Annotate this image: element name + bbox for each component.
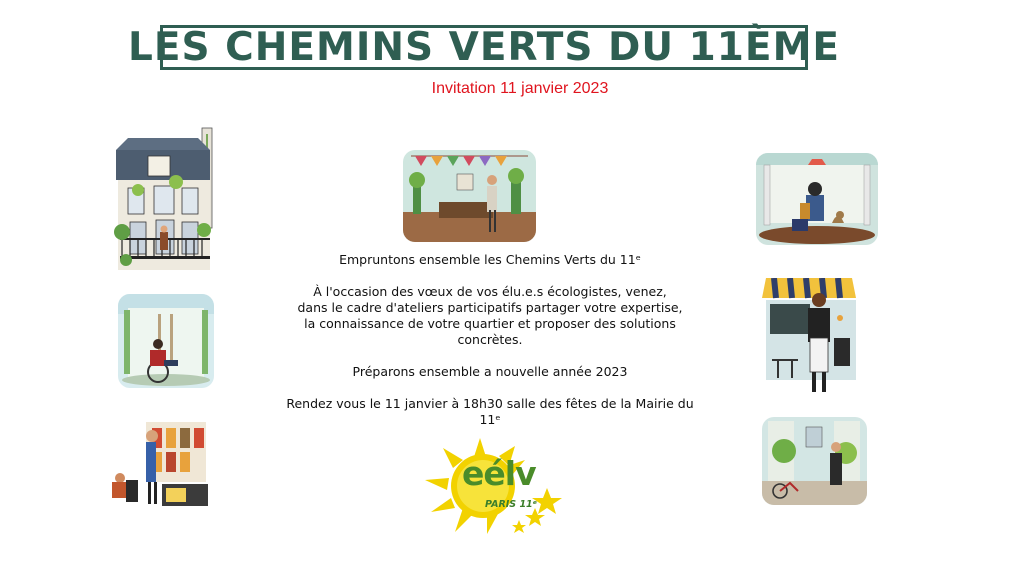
body-line: Préparons ensemble a nouvelle année 2023	[352, 364, 628, 379]
body-line: 11ᵉ	[479, 412, 501, 427]
eelv-logo	[425, 438, 565, 534]
market-shopping-illustration	[106, 416, 212, 514]
body-line: À l'occasion des vœux de vos élu.e.s écologistes, venez,	[313, 284, 667, 299]
body-line: Rendez vous le 11 janvier à 18h30 salle des fêtes de la Mairie du	[286, 396, 694, 411]
body-line: la connaissance de votre quartier et proposer des solutions	[304, 316, 676, 331]
doorway-traveler-illustration	[756, 153, 878, 245]
body-line: Empruntons ensemble les Chemins Verts du 11ᵉ	[339, 252, 641, 267]
workshop-room-illustration	[403, 150, 536, 242]
wheelchair-corridor-illustration	[118, 294, 214, 388]
invitation-body	[280, 252, 700, 428]
title-banner	[127, 25, 841, 70]
eelv-logo-subtext: PARIS 11ᵉ	[485, 499, 538, 510]
body-line: dans le cadre d'ateliers participatifs partager votre expertise,	[297, 300, 683, 315]
building-balcony-illustration	[108, 120, 218, 272]
street-cyclist-illustration	[762, 417, 867, 505]
invitation-subtitle: Invitation 11 janvier 2023	[431, 80, 609, 97]
eelv-logo-text: eélv	[462, 454, 536, 493]
cafe-waiter-illustration	[752, 278, 866, 396]
body-line: concrètes.	[457, 332, 523, 347]
page-title: LES CHEMINS VERTS DU 11ÈME	[127, 25, 841, 70]
